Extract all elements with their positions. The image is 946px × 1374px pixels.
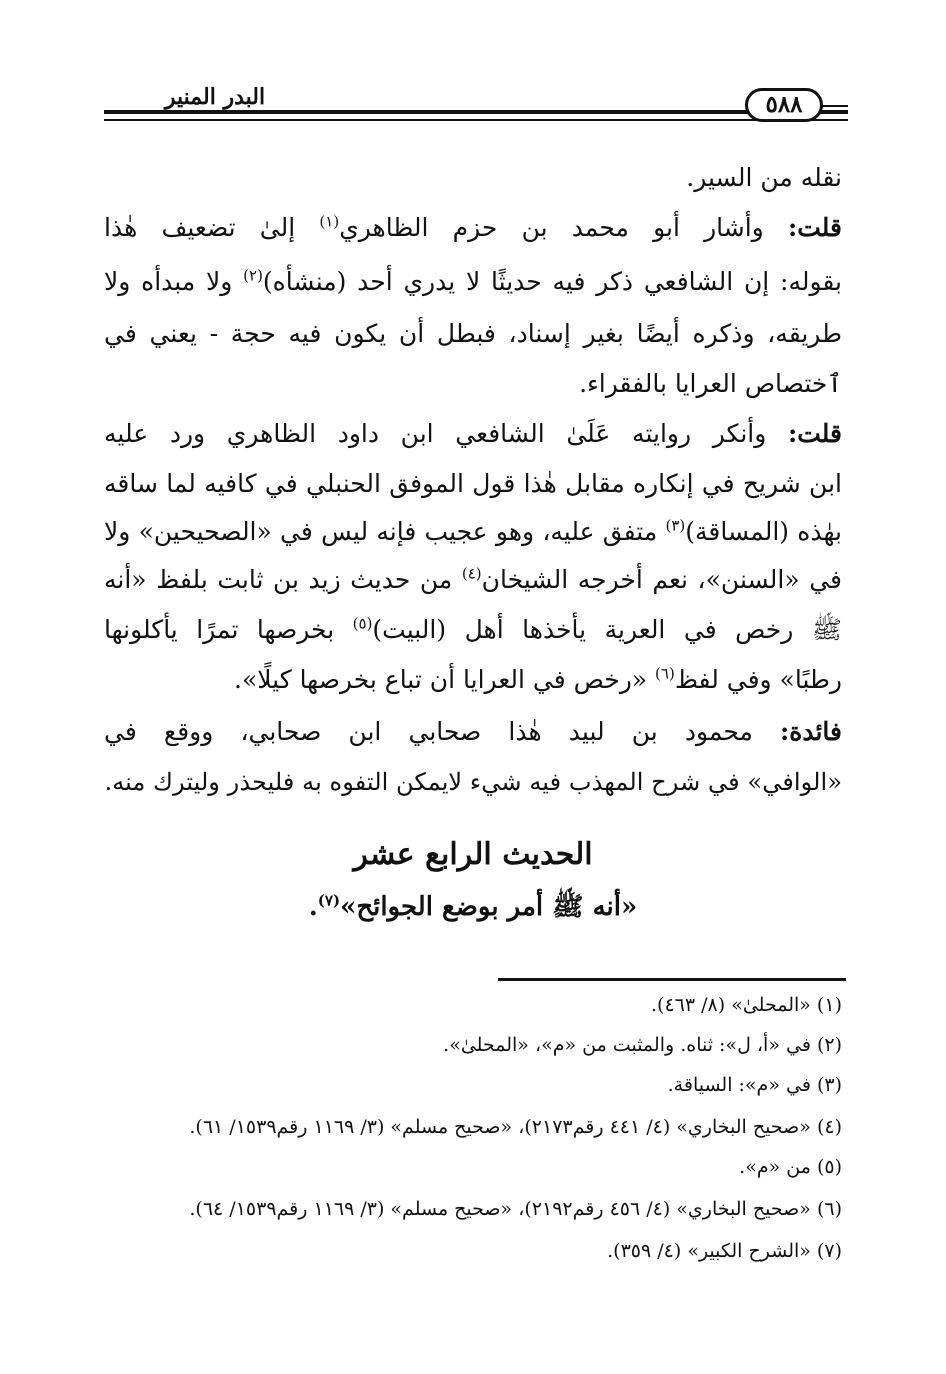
footnote: (٣) في «م»: السياقة. <box>667 1074 842 1096</box>
header-rule-tail <box>820 105 848 112</box>
footnote: (٢) في «أ، ل»: ثناه. والمثبت من «م»، «المحلىٰ». <box>443 1034 842 1056</box>
body-line: فائدة: محمود بن لبيد هٰذا صحابي ابن صحابي، ووقع في <box>104 717 842 746</box>
page-number: ٥٨٨ <box>745 88 823 122</box>
footnote: (٦) «صحيح البخاري» (٤/ ٤٥٦ رقم٢١٩٢)، «صحيح مسلم» (٣/ ١١٦٩ رقم١٥٣٩/ ٦٤). <box>189 1198 842 1220</box>
body-line: قلت: وأشار أبو محمد بن حزم الظاهري$^{(١)}$ إلىٰ تضعيف هٰذا <box>104 212 842 242</box>
body-line: طريقه، وذكره أيضًا بغير إسناد، فبطل أن يكون فيه حجة - يعني في <box>104 319 842 348</box>
body-line: ٱختصاص العرايا بالفقراء. <box>579 369 842 398</box>
body-line: في «السنن»، نعم أخرجه الشيخان$^{(٤)}$ من حديث زيد بن ثابت بلفظ «أنه <box>104 564 842 594</box>
footnote: (٤) «صحيح البخاري» (٤/ ٤٤١ رقم٢١٧٣)، «صحيح مسلم» (٣/ ١١٦٩ رقم١٥٣٩/ ٦١). <box>189 1116 842 1138</box>
footnote: (٧) «الشرح الكبير» (٤/ ٣٥٩). <box>607 1240 842 1262</box>
body-line: ابن شريح في إنكاره مقابل هٰذا قول الموفق الحنبلي في كافيه لما ساقه <box>104 469 842 498</box>
hadith-text: «أنه ﷺ أمر بوضع الجوائح»$^{(٧)}$. <box>308 891 638 922</box>
footnote: (١) «المحلىٰ» (٨/ ٤٦٣). <box>651 994 842 1016</box>
section-heading: الحديث الرابع عشر <box>353 837 593 872</box>
body-line: رطبًا» وفي لفظ$^{(٦)}$ «رخص في العرايا أن تباع بخرصها كيلًا». <box>234 664 842 694</box>
footnote: (٥) من «م». <box>739 1156 842 1178</box>
body-line: قلت: وأنكر روايته عَلَىٰ الشافعي ابن داود الظاهري ورد عليه <box>104 419 842 448</box>
body-line: ﷺ رخص في العرية يأخذها أهل (البيت)$^{(٥)}$ بخرصها تمرًا يأكلونها <box>104 614 842 644</box>
footnote-separator <box>498 978 846 981</box>
header-rule <box>104 110 848 124</box>
body-line: بقوله: إن الشافعي ذكر فيه حديثًا لا يدري أحد (منشأه)$^{(٢)}$ ولا مبدأه ولا <box>104 266 842 296</box>
body-line: نقله من السير. <box>686 163 842 192</box>
body-line: بهٰذه (المساقة)$^{(٣)}$ متفق عليه، وهو عجيب فإنه ليس في «الصحيحين» ولا <box>104 516 842 546</box>
body-line: «الوافي» في شرح المهذب فيه شيء لايمكن التفوه به فليحذر وليترك منه. <box>104 768 842 796</box>
running-title: البدر المنير <box>164 84 266 110</box>
